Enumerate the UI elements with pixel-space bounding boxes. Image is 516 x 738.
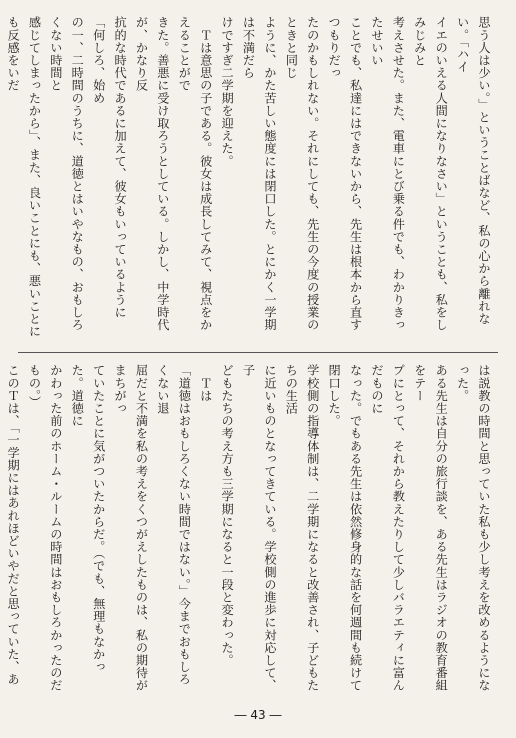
text-column: Ｔは意思の子である。彼女は成長してみて、視点をかえることがで — [177, 16, 213, 331]
text-column: 感じてしまったから」、また、良いことにも、悪いことにも反感をいだ — [6, 16, 42, 338]
text-column: 屈だと不満を私の考えをくつがえしたものは、私の期待がまちがっ — [113, 364, 149, 692]
text-column: ことでも、私達にはできないから、先生は根本から直すつもりだっ — [327, 16, 363, 331]
text-column: 「道徳はおもしろくない時間ではない。」今までおもしろくない退 — [155, 364, 192, 686]
text-column: 学校側の指導体制は、二学期になると改善され、子どもたちの生活 — [284, 364, 320, 692]
text-column: は説教の時間と思っていた私も少し考えを改めるようになった。 — [455, 364, 491, 692]
text-column: かわった前のホーム・ルームの時間はおもしろかったのだもの。） — [27, 364, 63, 692]
text-column: きた。善悪に受け取ろうとしている。しかし、中学時代が、かなり反 — [134, 16, 170, 331]
text-column: Ｔは — [198, 364, 213, 402]
text-column: 思う人は少い。」ということばなど、私の心から離れない。「ハイ — [455, 16, 491, 325]
page-number: ― 43 ― — [234, 708, 282, 722]
text-column: プにとって、それから教えたりして少しバラエティに富んだものに — [369, 364, 406, 692]
text-column: どもたちの考え方も三学期になると一段と変わった。 — [220, 364, 235, 667]
text-column: の一、二時間のうちに、道徳とはいやなもの、おもしろくない時間と — [48, 16, 85, 331]
text-column: に近いものとなってきている。学校側の進歩に対応して、子 — [241, 364, 277, 692]
text-column: 抗的な時代であるに加えて、彼女もいっているように「何しろ、始め — [91, 16, 128, 319]
text-column: けですぎ二学期を迎えた。 — [220, 16, 235, 168]
text-column: イエのいえる人間になりなさい」ということも、私をしみじみと — [412, 16, 449, 331]
text-column: なった。でもある先生は依然修身的な話を何週間も続けて閉口した。 — [327, 364, 363, 692]
section-divider — [18, 352, 498, 353]
text-column: ように、かた苦しい態度には閉口した。とにかく一学期は不満だら — [241, 16, 277, 331]
upper-text-block — [6, 16, 494, 343]
text-column — [0, 16, 2, 343]
text-column: 考えさせた。また、電車にとび乗る件でも、わかりきったせいい — [369, 16, 406, 331]
text-column: ていたことに気がついたからだ。（でも、無理もなかった。道徳に — [70, 364, 106, 673]
text-column: ある先生は自分の旅行談を、ある先生はラジオの教育番組をテー — [412, 364, 449, 692]
text-column: たのかもしれない。それにしても、先生の今度の授業のときと同じ — [284, 16, 320, 331]
lower-text-block — [6, 364, 494, 694]
text-column: このＴは、「一学期にはあれほどいやだと思っていた、あ — [6, 364, 21, 686]
